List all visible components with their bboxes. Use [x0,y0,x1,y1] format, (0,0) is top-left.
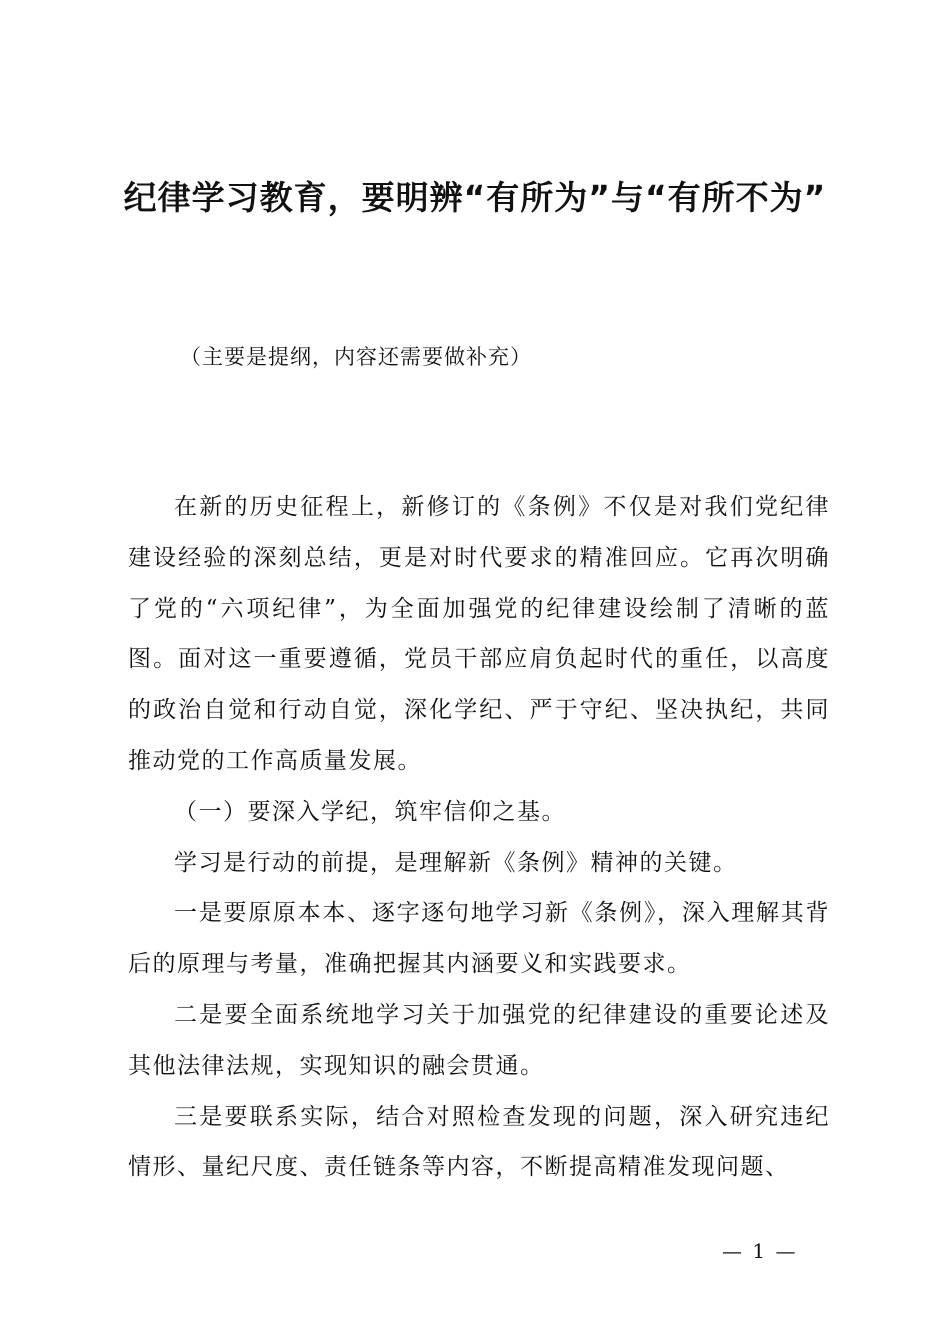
paragraph-point-three: 三是要联系实际，结合对照检查发现的问题，深入研究违纪情形、量纪尺度、责任链条等内容，不断提高精准发现问题、 [128,1103,830,1181]
section-heading-1: （一）要深入学纪，筑牢信仰之基。 [174,798,566,825]
document-title: 纪律学习教育，要明辨“有所为”与“有所不为” [123,178,827,217]
paragraph-point-two: 二是要全面系统地学习关于加强党的纪律建设的重要论述及其他法律法规，实现知识的融会贯通。 [128,1001,830,1079]
paragraph-point-one: 一是要原原本本、逐字逐句地学习新《条例》，深入理解其背后的原理与考量，准确把握其内涵要义和实践要求。 [128,900,830,978]
document-body [128,482,830,1193]
document-subtitle: （主要是提纲，内容还需要做补充） [180,345,532,369]
paragraph-intro: 在新的历史征程上，新修订的《条例》不仅是对我们党纪律建设经验的深刻总结，更是对时代要求的精准回应。它再次明确了党的“六项纪律”，为全面加强党的纪律建设绘制了清晰的蓝图。面对这一重要遵循，党员干部应肩负起时代的重任，以高度的政治自觉和行动自觉，深化学纪、严于守纪、坚决执纪，共同推动党的工作高质量发展。 [128,494,830,774]
paragraph-study-premise: 学习是行动的前提，是理解新《条例》精神的关键。 [174,849,738,876]
page-number: — 1 — [722,1239,798,1263]
